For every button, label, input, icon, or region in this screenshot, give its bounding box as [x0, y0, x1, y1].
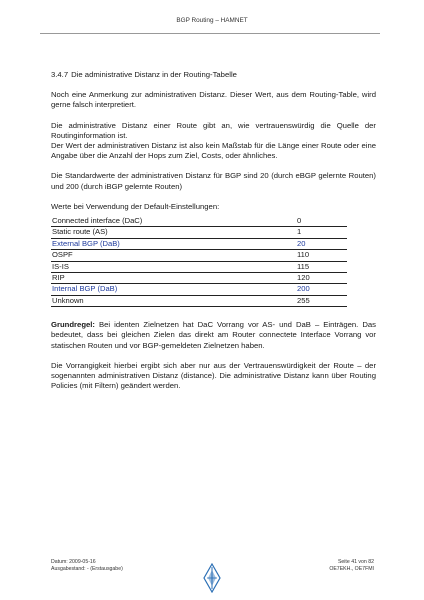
- table-row: [51, 273, 347, 284]
- paragraph-bgp-defaults: Die Standardwerte der administrativen Distanz für BGP sind 20 (durch eBGP gelernte Routen) und 200 (durch iBGP gelernte Routen): [51, 171, 376, 191]
- paragraph-rule: [51, 320, 376, 351]
- paragraph-definition: Die administrative Distanz einer Route gibt an, wie vertrauenswürdig die Quelle der Routinginformation ist.: [51, 120, 376, 140]
- footer-callsigns: OE7EKH., OE7FMI: [329, 565, 374, 572]
- route-source-cell: Unknown: [51, 295, 296, 306]
- distance-value-cell: 20: [296, 238, 347, 249]
- section-number: 3.4.7: [51, 70, 69, 79]
- distance-value-cell: 0: [296, 216, 347, 227]
- rule-text: Bei identen Zielnetzen hat DaC Vorrang vor AS- und DaB – Einträgen. Das bedeutet, dass bei gleichen Zielen das direkt am Router connectete Interface Vorrang vor statischen Routen und vor BGP-gemeldeten Zielnetzen haben.: [51, 320, 376, 350]
- section-title: Die administrative Distanz in der Routing-Tabelle: [71, 70, 237, 79]
- paragraph-definition-note: Der Wert der administrativen Distanz ist also kein Maßstab für die Länge einer Route oder eine Angabe über die Anzahl der Hops zum Ziel, Costs, oder ähnliches.: [51, 141, 376, 161]
- rule-label: Grundregel:: [51, 320, 95, 330]
- footer-edition: Ausgabestand: - (Erstausgabe): [51, 565, 123, 572]
- paragraph-table-intro: Werte bei Verwendung der Default-Einstellungen:: [51, 201, 220, 211]
- route-source-cell: OSPF: [51, 250, 296, 261]
- route-source-cell: Connected interface (DaC): [51, 216, 296, 227]
- distance-value-cell: 255: [296, 295, 347, 306]
- header-divider: [40, 33, 380, 34]
- table-row: [51, 295, 347, 306]
- section-heading: [51, 70, 376, 80]
- route-source-cell: IS-IS: [51, 261, 296, 272]
- footer-right: [329, 559, 374, 572]
- distance-value-cell: 110: [296, 250, 347, 261]
- footer-left: [51, 559, 123, 572]
- route-source-cell: Static route (AS): [51, 227, 296, 238]
- table-row: [51, 284, 347, 295]
- table-row: [51, 261, 347, 272]
- page-content: [51, 70, 376, 402]
- distance-value-cell: 1: [296, 227, 347, 238]
- footer-date: Datum: 2009-05-16: [51, 559, 96, 565]
- route-source-cell: External BGP (DaB): [51, 238, 296, 249]
- distance-value-cell: 115: [296, 261, 347, 272]
- hamnet-logo-icon: [203, 563, 221, 593]
- route-source-cell: Internal BGP (DaB): [51, 284, 296, 295]
- table-row: [51, 227, 347, 238]
- footer-page: Seite 41 von 82: [337, 559, 374, 565]
- table-row: [51, 216, 347, 227]
- table-row: [51, 238, 347, 249]
- table-row: [51, 250, 347, 261]
- page-header: BGP Routing – HAMNET: [176, 17, 248, 24]
- distance-value-cell: 120: [296, 273, 347, 284]
- paragraph-intro: Noch eine Anmerkung zur administrativen Distanz. Dieser Wert, aus dem Routing-Table, wird gerne falsch interpretiert.: [51, 90, 376, 110]
- distance-value-cell: 200: [296, 284, 347, 295]
- distance-table: [51, 216, 347, 307]
- paragraph-priority: Die Vorrangigkeit hierbei ergibt sich aber nur aus der Vertrauenswürdigkeit der Route – der sogenannten administrativen Distanz (distance). Die administrative Distanz kann über Routing Policies (mit Filtern) geändert werden.: [51, 360, 376, 391]
- route-source-cell: RIP: [51, 273, 296, 284]
